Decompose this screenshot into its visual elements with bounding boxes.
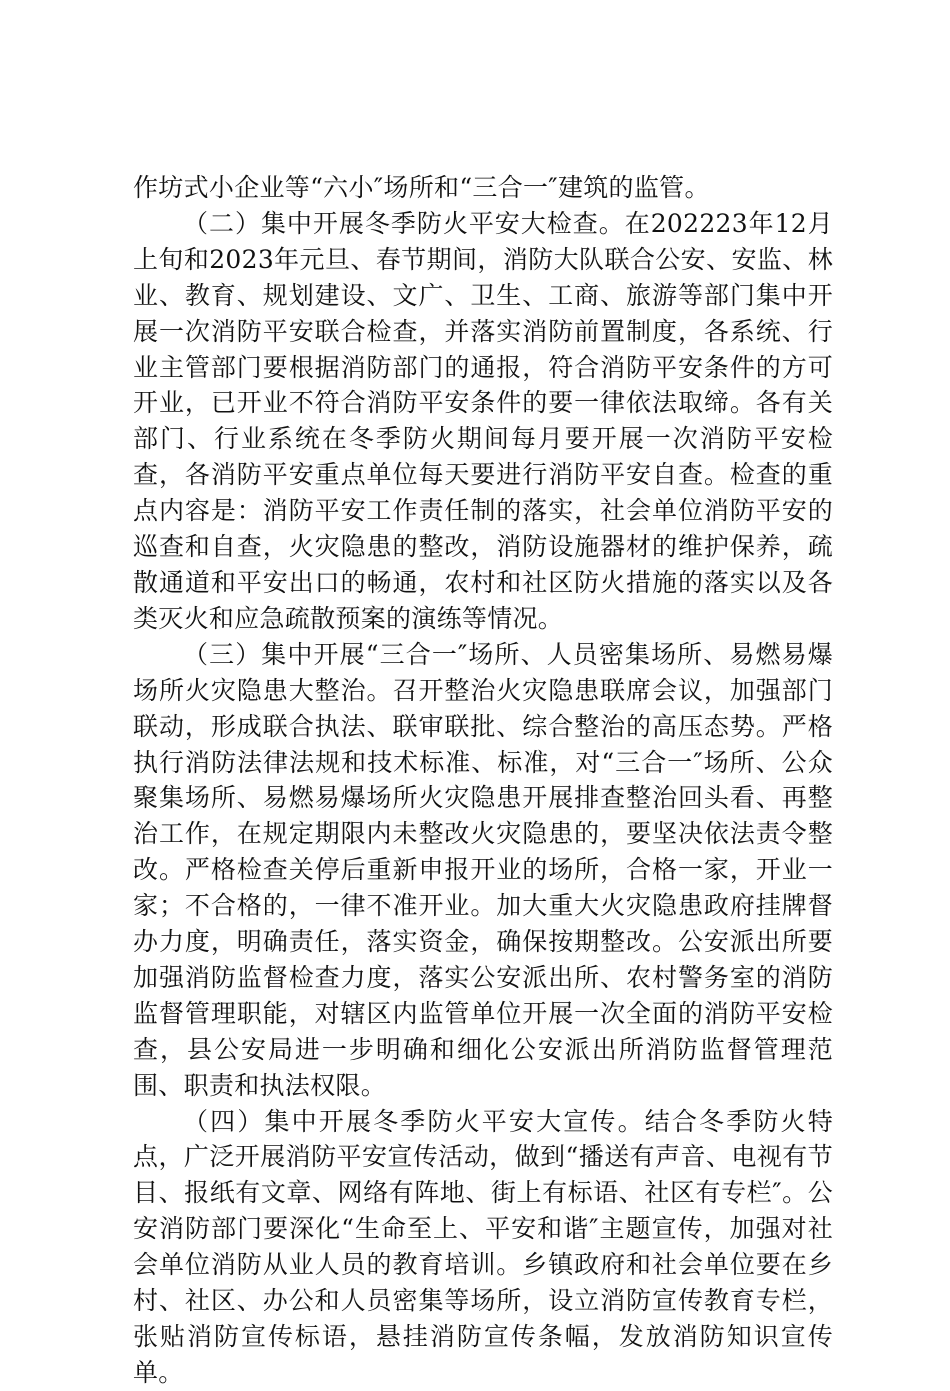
paragraph-section-3: （三）集中开展“三合一″场所、人员密集场所、易燃易爆场所火灾隐患大整治。召开整治火灾隐患联席会议，加强部门联动，形成联合执法、联审联批、综合整治的高压态势。严格执行消防法律法规和技术标准、标准，对“三合一″场所、公众聚集场所、易燃易爆场所火灾隐患开展排查整治回头看、再整治工作，在规定期限内未整改火灾隐患的，要坚决依法责令整改。严格检查关停后重新申报开业的场所，合格一家，开业一家；不合格的，一律不准开业。加大重大火灾隐患政府挂牌督办力度，明确责任，落实资金，确保按期整改。公安派出所要加强消防监督检查力度，落实公安派出所、农村警务室的消防监督管理职能，对辖区内监管单位开展一次全面的消防平安检查，县公安局进一步明确和细化公安派出所消防监督管理范围、职责和执法权限。 [133,639,833,1100]
paragraph-continuation: 作坊式小企业等“六小″场所和“三合一″建筑的监管。 [133,173,710,202]
document-body [133,170,833,1391]
paragraph-section-2: （二）集中开展冬季防火平安大检查。在202223年12月上旬和2023年元旦、春节期间，消防大队联合公安、安监、林业、教育、规划建设、文广、卫生、工商、旅游等部门集中开展一次消防平安联合检查，并落实消防前置制度，各系统、行业主管部门要根据消防部门的通报，符合消防平安条件的方可开业，已开业不符合消防平安条件的要一律依法取缔。各有关部门、行业系统在冬季防火期间每月要开展一次消防平安检查，各消防平安重点单位每天要进行消防平安自查。检查的重点内容是：消防平安工作责任制的落实，社会单位消防平安的巡查和自查，火灾隐患的整改，消防设施器材的维护保养，疏散通道和平安出口的畅通，农村和社区防火措施的落实以及各类灭火和应急疏散预案的演练等情况。 [133,208,833,633]
paragraph-section-4: （四）集中开展冬季防火平安大宣传。结合冬季防火特点，广泛开展消防平安宣传活动，做到“播送有声音、电视有节目、报纸有文章、网络有阵地、街上有标语、社区有专栏″。公安消防部门要深化“生命至上、平安和谐″主题宣传，加强对社会单位消防从业人员的教育培训。乡镇政府和社会单位要在乡村、社区、办公和人员密集等场所，设立消防宣传教育专栏，张贴消防宣传标语，悬挂消防宣传条幅，发放消防知识宣传单。 [133,1106,833,1387]
